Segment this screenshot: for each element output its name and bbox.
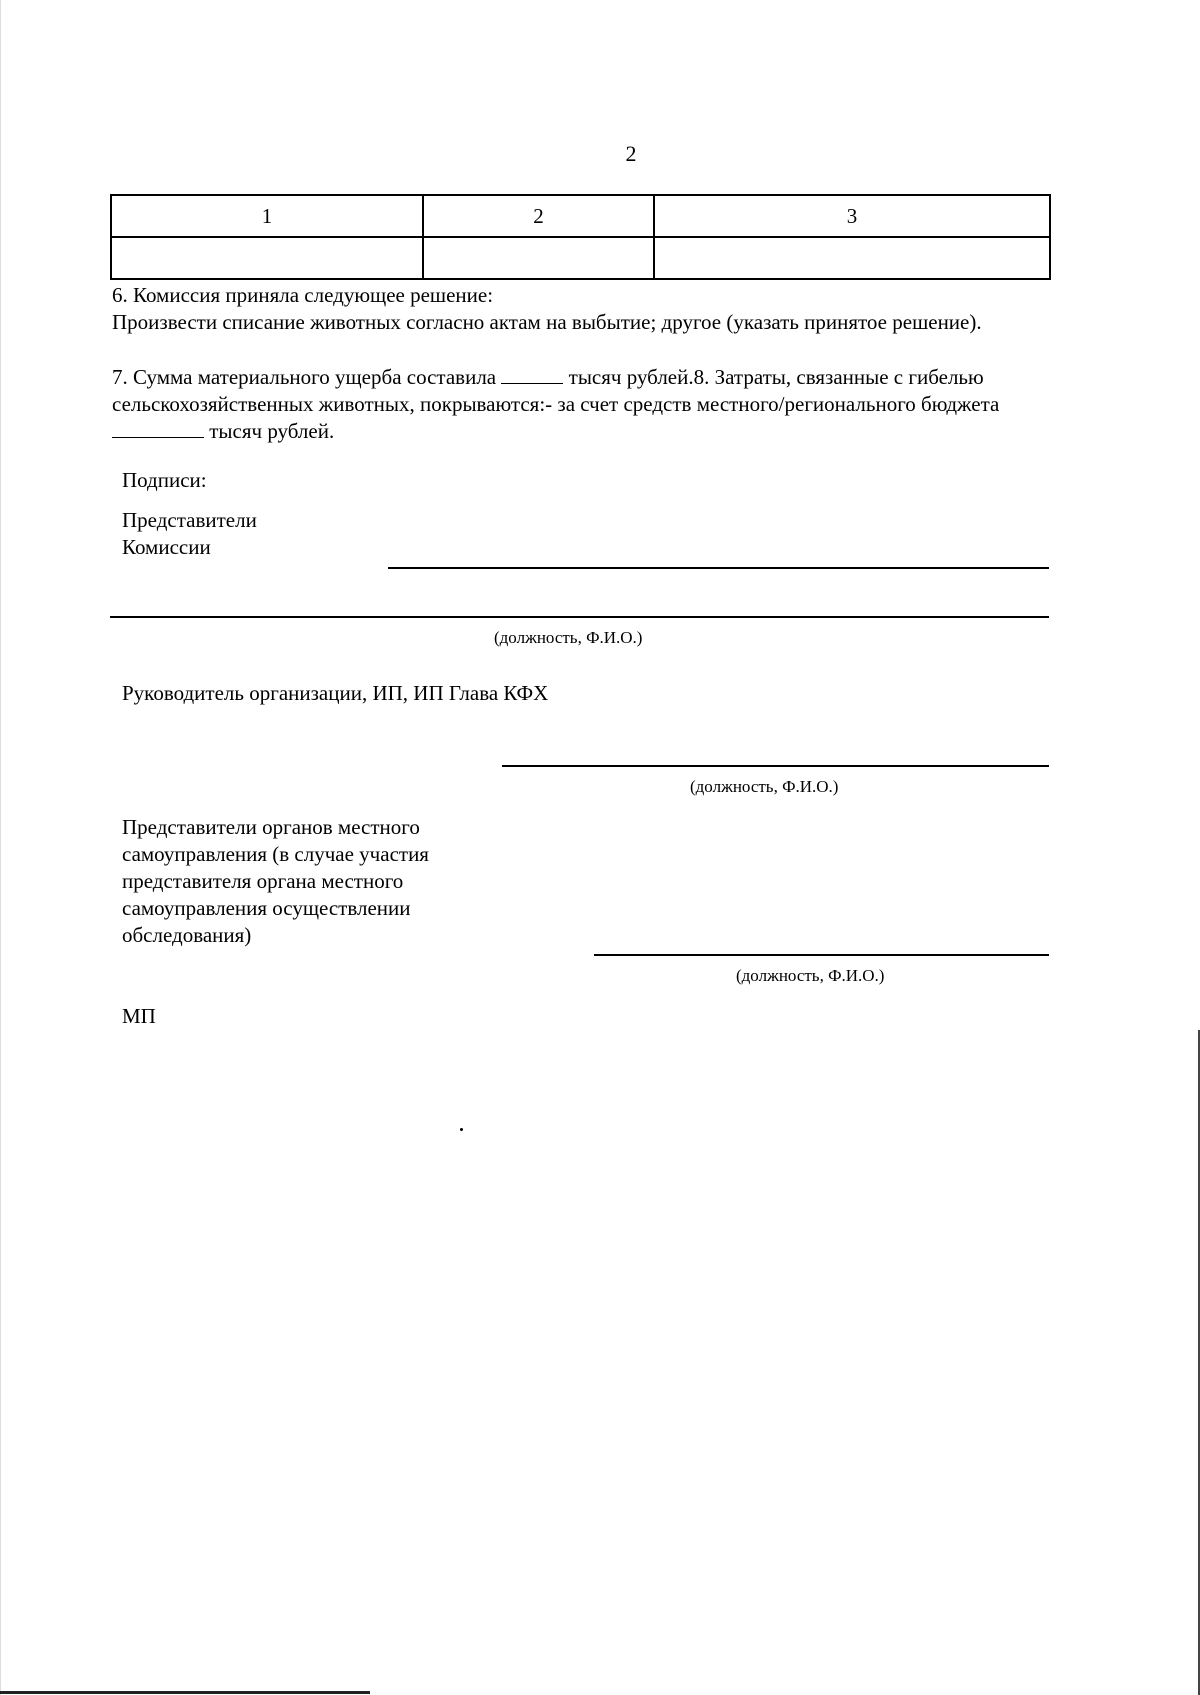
local-gov-line: Представители органов местного [122, 815, 420, 839]
stamp-label: МП [122, 1004, 156, 1028]
head-signature-line [502, 765, 1049, 767]
section-7-part-1: 7. Сумма материального ущерба составила [112, 365, 497, 389]
scan-edge [0, 1691, 370, 1694]
local-gov-signature-line [594, 954, 1049, 956]
table-row [111, 237, 1050, 279]
table-header-row [111, 195, 1050, 237]
commission-signature-line-2 [110, 616, 1049, 618]
table-cell [111, 237, 423, 279]
scan-edge [0, 0, 1, 1695]
section-7 [112, 364, 1200, 445]
commission-caption: (должность, Ф.И.О.) [494, 628, 643, 647]
table-header-cell: 2 [423, 195, 654, 237]
section-6-heading: 6. Комиссия приняла следующее решение: [112, 283, 494, 307]
commission-signature-line-1 [388, 567, 1049, 569]
commission-label-line-1: Представители [122, 508, 257, 532]
section-7-line-1 [112, 364, 1200, 391]
scan-speck [460, 1128, 463, 1131]
table-cell [654, 237, 1050, 279]
commission-label [122, 507, 257, 561]
local-gov-line: самоуправления осуществлении [122, 896, 411, 920]
local-gov-line: самоуправления (в случае участия [122, 842, 429, 866]
section-7-line-2: сельскохозяйственных животных, покрываются:- за счет средств местного/регионального бюджета [112, 392, 1000, 416]
commission-label-line-2: Комиссии [122, 535, 211, 559]
local-gov-label [122, 814, 429, 949]
local-gov-line: представителя органа местного [122, 869, 404, 893]
signatures-title: Подписи: [122, 468, 207, 492]
budget-blank [112, 419, 204, 438]
section-6 [112, 282, 1200, 336]
data-table [110, 194, 1051, 280]
head-label: Руководитель организации, ИП, ИП Глава КФХ [122, 681, 549, 705]
section-6-text: Произвести списание животных согласно актам на выбытие; другое (указать принятое решение). [112, 310, 982, 334]
table-header-cell: 1 [111, 195, 423, 237]
local-gov-caption: (должность, Ф.И.О.) [736, 966, 885, 985]
local-gov-line: обследования) [122, 923, 252, 947]
table-cell [423, 237, 654, 279]
section-7-part-2: тысяч рублей.8. Затраты, связанные с гибелью [568, 365, 984, 389]
amount-blank [501, 365, 563, 384]
page-number: 2 [625, 141, 637, 166]
head-caption: (должность, Ф.И.О.) [690, 777, 839, 796]
section-7-line-3 [112, 418, 1200, 445]
table-header-cell: 3 [654, 195, 1050, 237]
section-7-part-3: тысяч рублей. [209, 419, 335, 443]
